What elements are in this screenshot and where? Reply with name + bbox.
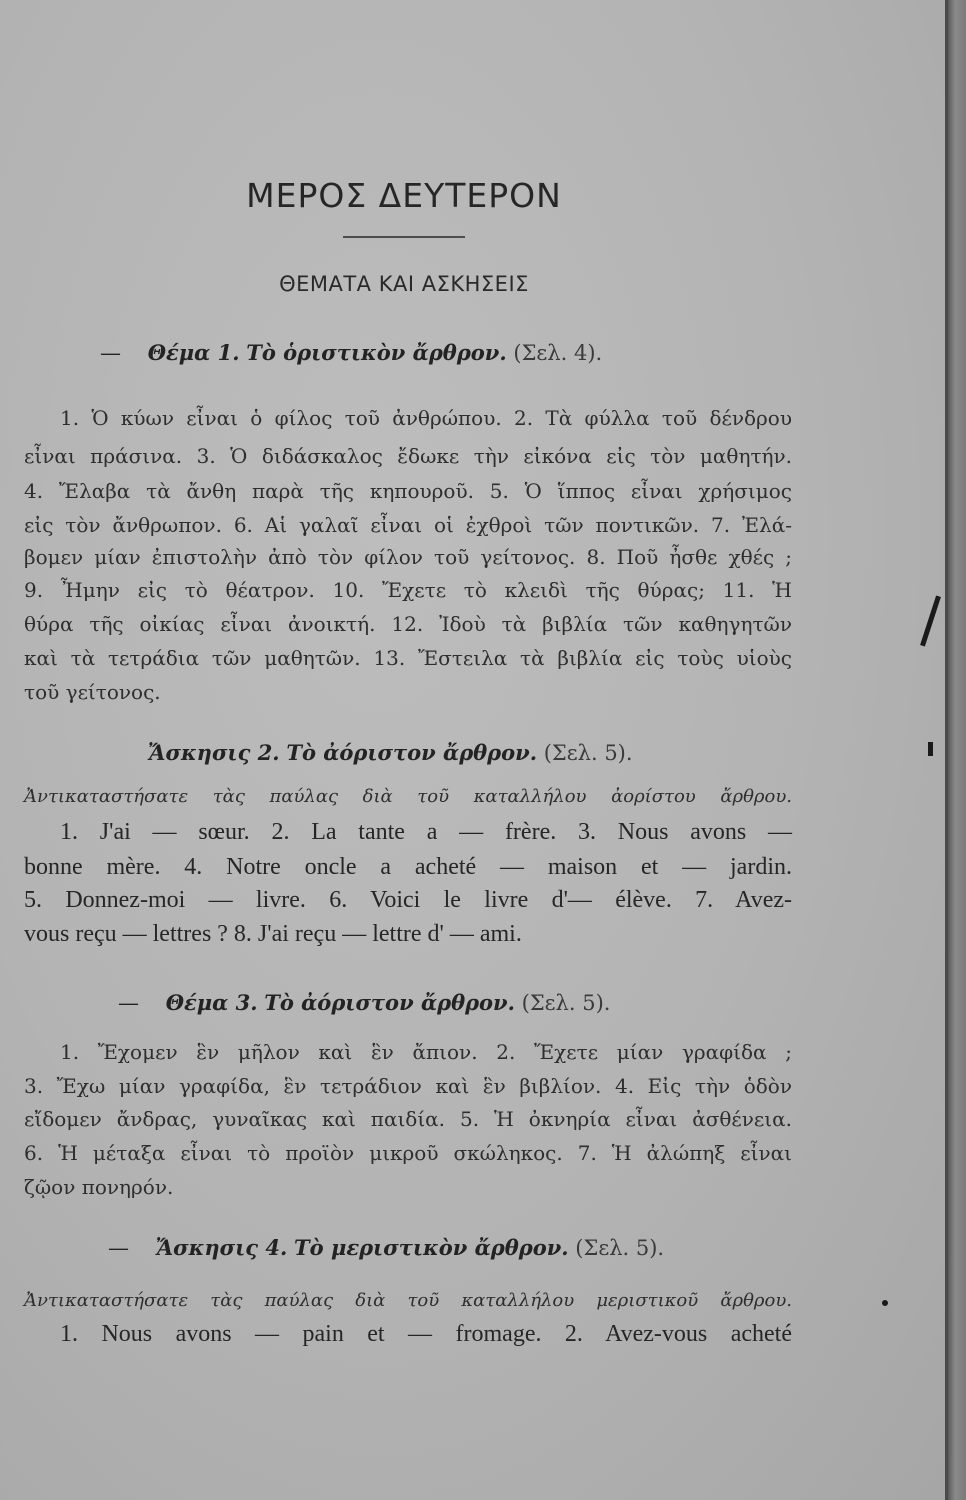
text-line: τοῦ γείτονος. [24, 680, 161, 704]
part-title: ΜΕΡΟΣ ΔΕΥΤΕΡΟΝ [246, 176, 562, 215]
heading-dash: — [108, 1236, 129, 1260]
heading-ref: (Σελ. 5). [543, 741, 633, 765]
text-line: εἶναι πράσινα. 3. Ὁ διδάσκαλος ἔδωκε τὴν εἰκόνα εἰς τὸν μαθητήν. [24, 444, 792, 468]
text-line: 1. Nous avons — pain et — fromage. 2. Avez-vous acheté [60, 1321, 792, 1347]
heading-title: Τὸ ἀόριστον ἄρθρον. [286, 740, 538, 765]
heading-dash: — [100, 341, 121, 365]
text-line: ζῷον πονηρόν. [24, 1175, 174, 1199]
heading-label: Θέμα 1. [147, 340, 240, 365]
instruction-line: Ἀντικαταστήσατε τὰς παύλας διὰ τοῦ καταλλήλου μεριστικοῦ ἄρθρου. [24, 1290, 792, 1311]
heading-label: Θέμα 3. [165, 990, 258, 1015]
section-heading [108, 1235, 664, 1260]
margin-ink-mark [882, 1300, 888, 1306]
text-line: 1. Ὁ κύων εἶναι ὁ φίλος τοῦ ἀνθρώπου. 2. Τὰ φύλλα τοῦ δένδρου [60, 406, 792, 430]
text-line: καὶ τὰ τετράδια τῶν μαθητῶν. 13. Ἔστειλα τὰ βιβλία εἰς τοὺς υἱοὺς [24, 646, 792, 670]
section-heading [100, 340, 602, 365]
instruction-line: Ἀντικαταστήσατε τὰς παύλας διὰ τοῦ καταλλήλου ἀορίστου ἄρθρου. [24, 786, 792, 807]
text-line: 5. Donnez-moi — livre. 6. Voici le livre d'— élève. 7. Avez- [24, 887, 792, 913]
margin-ink-mark [928, 742, 933, 756]
heading-ref: (Σελ. 4). [513, 341, 603, 365]
text-line: εἴδομεν ἄνδρας, γυναῖκας καὶ παιδία. 5. Ἡ ὀκνηρία εἶναι ἀσθένεια. [24, 1107, 792, 1131]
subtitle: ΘΕΜΑΤΑ ΚΑΙ ΑΣΚΗΣΕΙΣ [279, 272, 529, 296]
heading-ref: (Σελ. 5). [575, 1236, 665, 1260]
heading-title: Τὸ ἀόριστον ἄρθρον. [264, 990, 515, 1015]
heading-title: Τὸ ὁριστικὸν ἄρθρον. [246, 340, 507, 365]
page-edge [948, 0, 966, 1500]
text-line: bonne mère. 4. Notre oncle a acheté — maison et — jardin. [24, 854, 792, 880]
text-line: 1. Ἔχομεν ἓν μῆλον καὶ ἓν ἄπιον. 2. Ἔχετε μίαν γραφίδα ; [60, 1040, 792, 1064]
heading-label: Ἄσκησις 2. [148, 740, 280, 765]
text-line: vous reçu — lettres ? 8. J'ai reçu — lettre d' — ami. [24, 921, 522, 947]
text-line: θύρα τῆς οἰκίας εἶναι ἀνοικτή. 12. Ἰδοὺ τὰ βιβλία τῶν καθηγητῶν [24, 612, 792, 636]
heading-label: Ἄσκησις 4. [155, 1235, 288, 1260]
text-line: βομεν μίαν ἐπιστολὴν ἀπὸ τὸν φίλον τοῦ γείτονος. 8. Ποῦ ἦσθε χθές ; [24, 545, 792, 569]
text-line: 4. Ἔλαβα τὰ ἄνθη παρὰ τῆς κηπουροῦ. 5. Ὁ ἵππος εἶναι χρήσιμος [24, 479, 792, 503]
text-line: 9. Ἦμην εἰς τὸ θέατρον. 10. Ἔχετε τὸ κλειδὶ τῆς θύρας; 11. Ἡ [24, 578, 792, 602]
section-heading [148, 740, 633, 765]
heading-title: Τὸ μεριστικὸν ἄρθρον. [294, 1235, 569, 1260]
section-heading [118, 990, 610, 1015]
text-line: 1. J'ai — sœur. 2. La tante a — frère. 3. Nous avons — [60, 819, 792, 845]
heading-dash: — [118, 991, 139, 1015]
title-divider [343, 236, 465, 238]
text-line: 6. Ἡ μέταξα εἶναι τὸ προϊὸν μικροῦ σκώληκος. 7. Ἡ ἀλώπηξ εἶναι [24, 1141, 792, 1165]
margin-ink-mark [920, 596, 941, 647]
text-line: εἰς τὸν ἄνθρωπον. 6. Αἱ γαλαῖ εἶναι οἱ ἐχθροὶ τῶν ποντικῶν. 7. Ἐλά- [24, 513, 792, 537]
text-line: 3. Ἔχω μίαν γραφίδα, ἓν τετράδιον καὶ ἓν βιβλίον. 4. Εἰς τὴν ὁδὸν [24, 1074, 792, 1098]
heading-ref: (Σελ. 5). [521, 991, 611, 1015]
